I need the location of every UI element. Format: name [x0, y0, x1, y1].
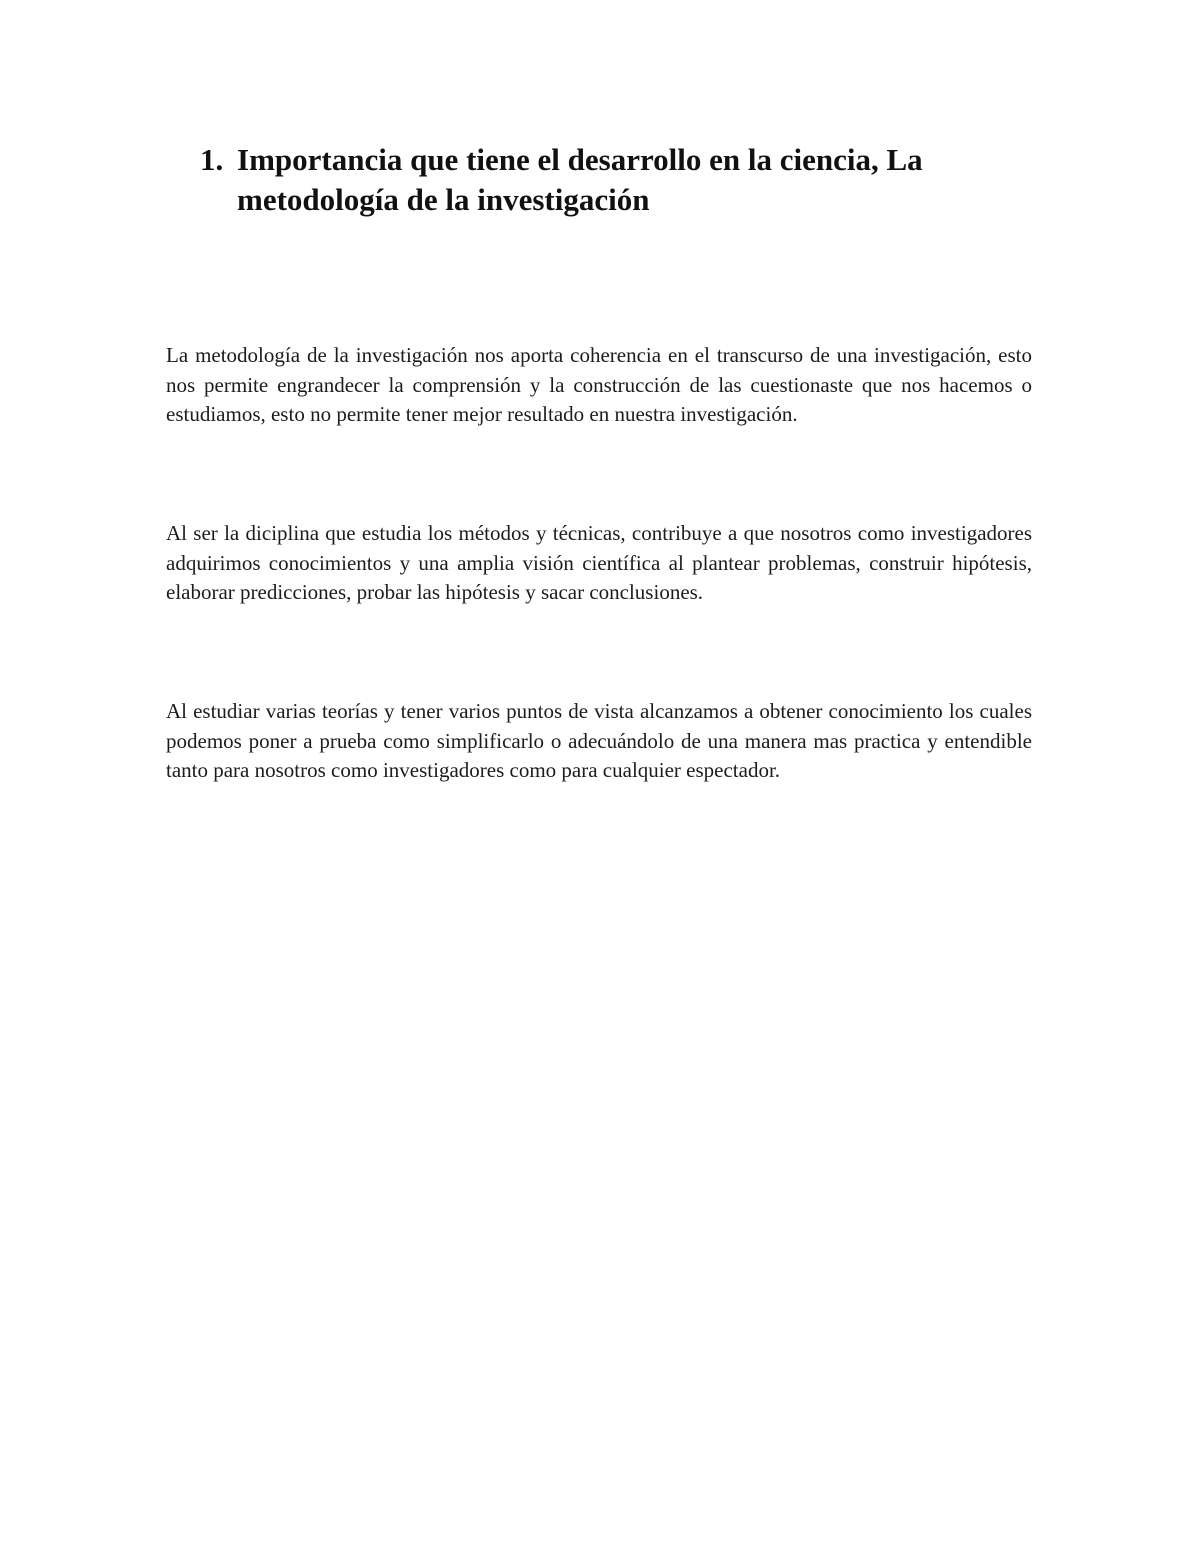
- paragraph-2: Al ser la diciplina que estudia los métodos y técnicas, contribuye a que nosotros como investigadores adquirimos conocimientos y una amplia visión científica al plantear problemas, construir hipótesis, elaborar predicciones, probar las hipótesis y sacar conclusiones.: [166, 521, 1032, 604]
- section-heading: [200, 140, 1000, 220]
- paragraph-1: La metodología de la investigación nos aporta coherencia en el transcurso de una investigación, esto nos permite engrandecer la comprensión y la construcción de las cuestionaste que nos hacemos o estudiamos, esto no permite tener mejor resultado en nuestra investigación.: [166, 343, 1032, 426]
- paragraph-3: Al estudiar varias teorías y tener varios puntos de vista alcanzamos a obtener conocimiento los cuales podemos poner a prueba como simplificarlo o adecuándolo de una manera mas practica y entendible tanto para nosotros como investigadores como para cualquier espectador.: [166, 699, 1032, 782]
- heading-number: 1.: [200, 142, 224, 177]
- heading-title: Importancia que tiene el desarrollo en la ciencia, La metodología de la investigación: [237, 142, 923, 217]
